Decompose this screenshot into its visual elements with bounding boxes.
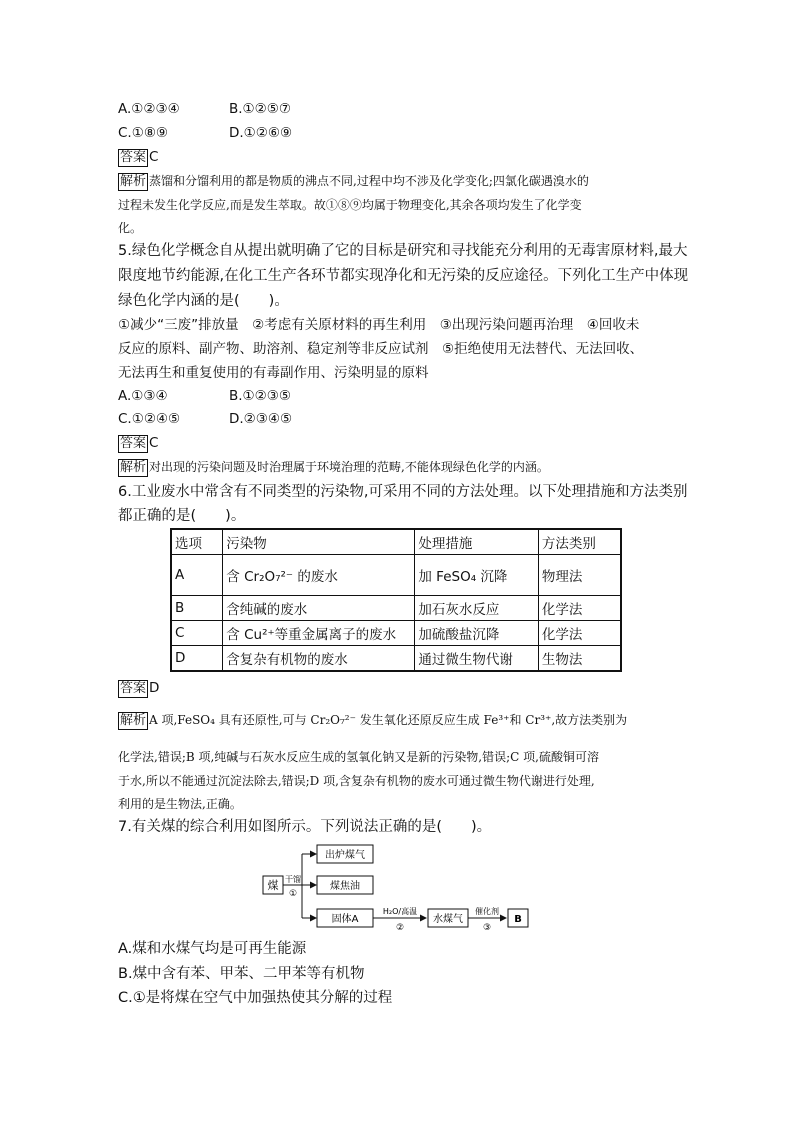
q7-stem: 7.有关煤的综合利用如图所示。下列说法正确的是( )。 xyxy=(118,819,492,835)
q5-answer xyxy=(118,434,158,453)
q4-answer xyxy=(118,148,158,167)
q5-stem-line-1: 5.绿色化学概念自从提出就明确了它的目标是研究和寻找能充分利用的无毒害原材料,最大 xyxy=(118,243,688,259)
step1-condition: 干馏 xyxy=(285,875,301,884)
table-row xyxy=(171,596,621,621)
table-cell: 含 Cu²⁺等重金属离子的废水 xyxy=(223,621,415,646)
table-cell: 通过微生物代谢 xyxy=(415,646,538,672)
q7-option-b: B.煤中含有苯、甲苯、二甲苯等有机物 xyxy=(118,966,365,982)
q5-items-line-3: 无法再生和重复使用的有毒副作用、污染明显的原料 xyxy=(118,365,429,381)
q5-items-line-1: ①减少“三废”排放量 ②考虑有关原材料的再生利用 ③出现污染问题再治理 ④回收未 xyxy=(118,317,640,333)
q4-analysis-line-3: 化。 xyxy=(118,221,143,235)
coal-tar-label: 煤焦油 xyxy=(330,881,360,892)
table-cell: 化学法 xyxy=(538,621,621,646)
coal-utilization-diagram xyxy=(262,843,532,939)
table-cell: B xyxy=(171,596,223,621)
table-cell: 加 FeSO₄ 沉降 xyxy=(415,555,538,596)
analysis-tag: 解析 xyxy=(120,174,147,189)
q5-option-b: B.①②③⑤ xyxy=(229,388,291,404)
table-row xyxy=(171,646,621,672)
answer-tag: 答案 xyxy=(120,436,147,451)
q6-answer-value: D xyxy=(149,680,160,696)
coal-label: 煤 xyxy=(267,879,279,892)
product-b-label: B xyxy=(514,914,522,925)
table-cell: A xyxy=(171,555,223,596)
table-row xyxy=(171,555,621,596)
q4-option-a: A.①②③④ xyxy=(118,101,180,117)
table-header-row xyxy=(171,529,621,555)
q5-answer-value: C xyxy=(149,435,159,451)
q6-analysis-line-2: 化学法,错误;B 项,纯碱与石灰水反应生成的氢氧化钠又是新的污染物,错误;C 项,硫酸铜可溶 xyxy=(118,750,599,764)
q7-option-a: A.煤和水煤气均是可再生能源 xyxy=(118,941,307,957)
table-header: 方法类别 xyxy=(538,529,621,555)
q6-stem-line-1: 6.工业废水中常含有不同类型的污染物,可采用不同的方法处理。以下处理措施和方法类别 xyxy=(118,484,688,500)
q4-option-b: B.①②⑤⑦ xyxy=(229,101,291,117)
q5-analysis-text: 对出现的污染问题及时治理属于环境治理的范畴,不能体现绿色化学的内涵。 xyxy=(149,460,549,474)
table-cell: 含 Cr₂O₇²⁻ 的废水 xyxy=(223,555,415,596)
q4-analysis-text: 蒸馏和分馏利用的都是物质的沸点不同,过程中均不涉及化学变化;四氯化碳遇溴水的 xyxy=(149,174,589,188)
step3-number: ③ xyxy=(482,923,492,933)
step2-number: ② xyxy=(395,923,405,933)
table-header: 处理措施 xyxy=(415,529,538,555)
analysis-tag: 解析 xyxy=(120,460,147,475)
q5-option-a: A.①③④ xyxy=(118,388,168,404)
furnace-gas-label: 出炉煤气 xyxy=(325,850,365,861)
q6-analysis-line-4: 利用的是生物法,正确。 xyxy=(118,797,242,811)
q4-option-d: D.①②⑥⑨ xyxy=(229,125,293,141)
table-cell: 生物法 xyxy=(538,646,621,672)
table-cell: C xyxy=(171,621,223,646)
table-cell: 加石灰水反应 xyxy=(415,596,538,621)
q5-option-c: C.①②④⑤ xyxy=(118,411,181,427)
q7-option-c: C.①是将煤在空气中加强热使其分解的过程 xyxy=(118,990,393,1006)
q6-analysis-text: A 项,FeSO₄ 具有还原性,可与 Cr₂O₇²⁻ 发生氧化还原反应生成 Fe³⁺和 Cr³⁺,故方法类别为 xyxy=(149,713,628,727)
table-cell: D xyxy=(171,646,223,672)
table-cell: 化学法 xyxy=(538,596,621,621)
step1-number: ① xyxy=(288,889,298,899)
table-header: 污染物 xyxy=(223,529,415,555)
pollution-treatment-table xyxy=(170,528,622,672)
analysis-tag: 解析 xyxy=(120,713,147,728)
q6-analysis-line-3: 于水,所以不能通过沉淀法除去,错误;D 项,含复杂有机物的废水可通过微生物代谢进行处理, xyxy=(118,774,595,788)
solid-a-label: 固体A xyxy=(331,914,359,925)
q4-analysis-line-1 xyxy=(118,172,589,191)
step2-condition: H₂O/高温 xyxy=(382,907,418,916)
q6-answer xyxy=(118,679,159,698)
step3-condition: 催化剂 xyxy=(475,907,499,916)
q5-stem-line-3: 绿色化学内涵的是( )。 xyxy=(118,293,289,309)
q5-stem-line-2: 限度地节约能源,在化工生产各环节都实现净化和无污染的反应途径。下列化工生产中体现 xyxy=(118,268,689,284)
q4-option-c: C.①⑧⑨ xyxy=(118,125,169,141)
q6-stem-line-2: 都正确的是( )。 xyxy=(118,508,246,524)
q5-analysis xyxy=(118,458,549,477)
table-cell: 物理法 xyxy=(538,555,621,596)
answer-tag: 答案 xyxy=(120,681,147,696)
q6-analysis-line-1 xyxy=(118,711,627,730)
q5-option-d: D.②③④⑤ xyxy=(229,411,293,427)
table-row xyxy=(171,621,621,646)
q5-items-line-2: 反应的原料、副产物、助溶剂、稳定剂等非反应试剂 ⑤拒绝使用无法替代、无法回收、 xyxy=(118,341,644,357)
q4-analysis-line-2: 过程未发生化学反应,而是发生萃取。故①⑧⑨均属于物理变化,其余各项均发生了化学变 xyxy=(118,198,582,212)
table-cell: 含纯碱的废水 xyxy=(223,596,415,621)
coal-flow-diagram-svg xyxy=(262,843,532,935)
table-header: 选项 xyxy=(171,529,223,555)
q4-answer-value: C xyxy=(149,149,159,165)
table-cell: 加硫酸盐沉降 xyxy=(415,621,538,646)
table-cell: 含复杂有机物的废水 xyxy=(223,646,415,672)
water-gas-label: 水煤气 xyxy=(433,914,463,925)
answer-tag: 答案 xyxy=(120,150,147,165)
